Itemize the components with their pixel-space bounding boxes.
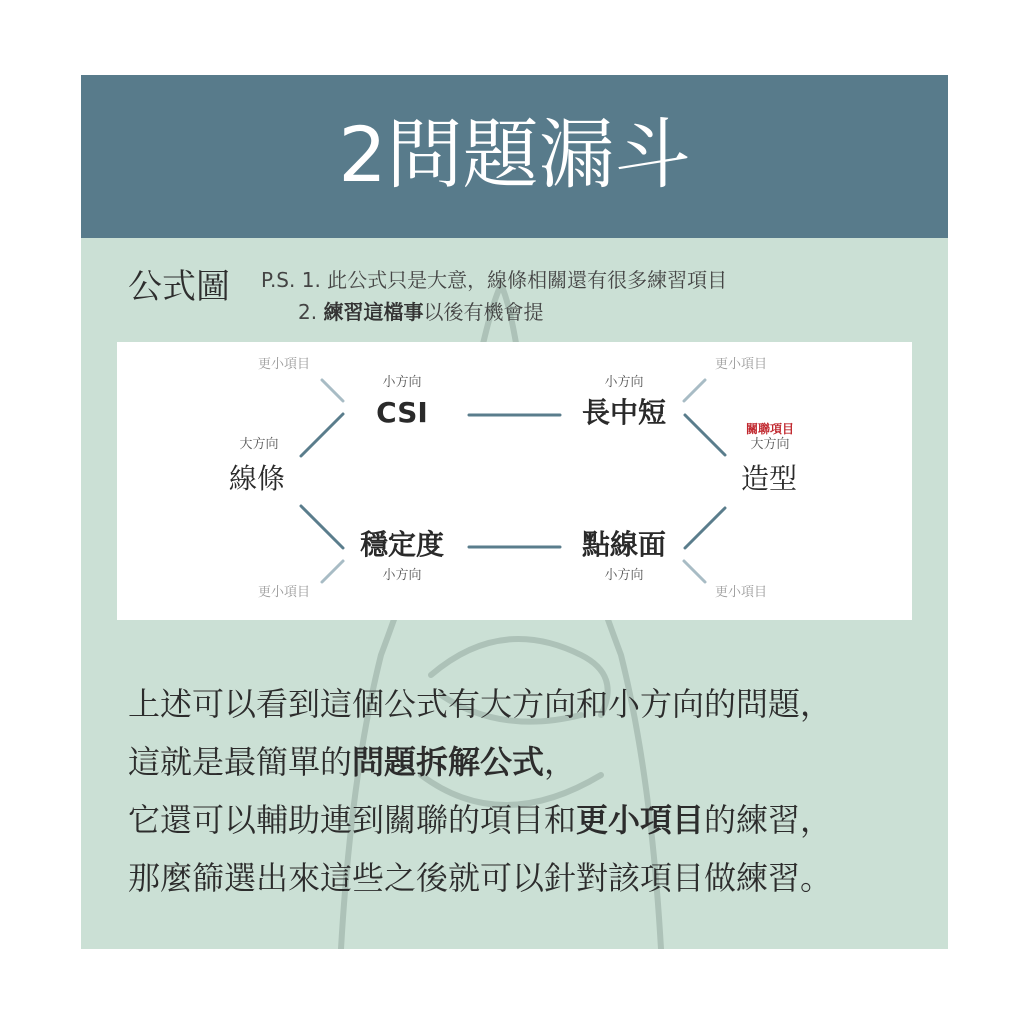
corner-label-top-right: 更小項目: [714, 357, 768, 372]
body-line-2: [128, 733, 928, 791]
faint-connector-top-right: [684, 380, 705, 401]
bottom-right-node-label: 點線面: [581, 528, 667, 561]
ps-note-2: [298, 299, 543, 325]
body-line-3: [128, 791, 928, 849]
right-node-sub: 大方向: [750, 437, 790, 452]
connector-right-bottom: [685, 508, 725, 548]
left-node-label: 線條: [228, 462, 286, 495]
corner-label-top-left: 更小項目: [257, 357, 311, 372]
left-node-sub: 大方向: [239, 437, 279, 452]
top-left-node-label: CSI: [376, 396, 428, 429]
bottom-left-node-label: 穩定度: [359, 528, 445, 561]
diagram-panel: [117, 342, 912, 620]
top-right-node-label: 長中短: [581, 396, 667, 429]
faint-connector-bottom-left: [322, 561, 343, 582]
top-right-node-sub: 小方向: [604, 375, 644, 390]
right-node-tag: 關聯項目: [745, 422, 795, 436]
body-text: [128, 675, 928, 907]
connector-right-top: [685, 415, 725, 455]
corner-label-bottom-left: 更小項目: [257, 585, 311, 600]
ps-note-2-prefix: 2.: [298, 300, 324, 324]
right-node-label: 造型: [740, 462, 798, 495]
formula-label: 公式圖: [128, 267, 230, 307]
connector-left-top: [301, 414, 343, 456]
body-line-2-bold: 問題拆解公式: [352, 743, 545, 781]
bottom-left-node-sub: 小方向: [382, 568, 422, 583]
body-line-2-prefix: 這就是最簡單的: [128, 743, 353, 781]
header-banner: [81, 75, 948, 238]
body-line-3-prefix: 它還可以輔助連到關聯的項目和: [128, 801, 577, 839]
corner-label-bottom-right: 更小項目: [714, 585, 768, 600]
body-line-3-suffix: 的練習，: [704, 801, 833, 839]
ps-note-2-bold: 練習這檔事: [323, 300, 424, 324]
connector-left-bottom: [301, 506, 343, 548]
ps-note-2-rest: 以後有機會提: [423, 300, 544, 324]
page-title: 2問題漏斗: [338, 110, 691, 199]
faint-connector-bottom-right: [684, 561, 705, 582]
body-line-2-suffix: ，: [544, 743, 577, 781]
body-line-4: 那麼篩選出來這些之後就可以針對該項目做練習。: [128, 859, 833, 897]
body-line-1: 上述可以看到這個公式有大方向和小方向的問題，: [128, 685, 833, 723]
ps-note-1: P.S. 1. 此公式只是大意，線條相關還有很多練習項目: [261, 268, 728, 292]
bottom-right-node-sub: 小方向: [604, 568, 644, 583]
top-left-node-sub: 小方向: [382, 375, 422, 390]
body-line-3-bold: 更小項目: [576, 801, 705, 839]
card: [81, 75, 948, 949]
faint-connector-top-left: [322, 380, 343, 401]
